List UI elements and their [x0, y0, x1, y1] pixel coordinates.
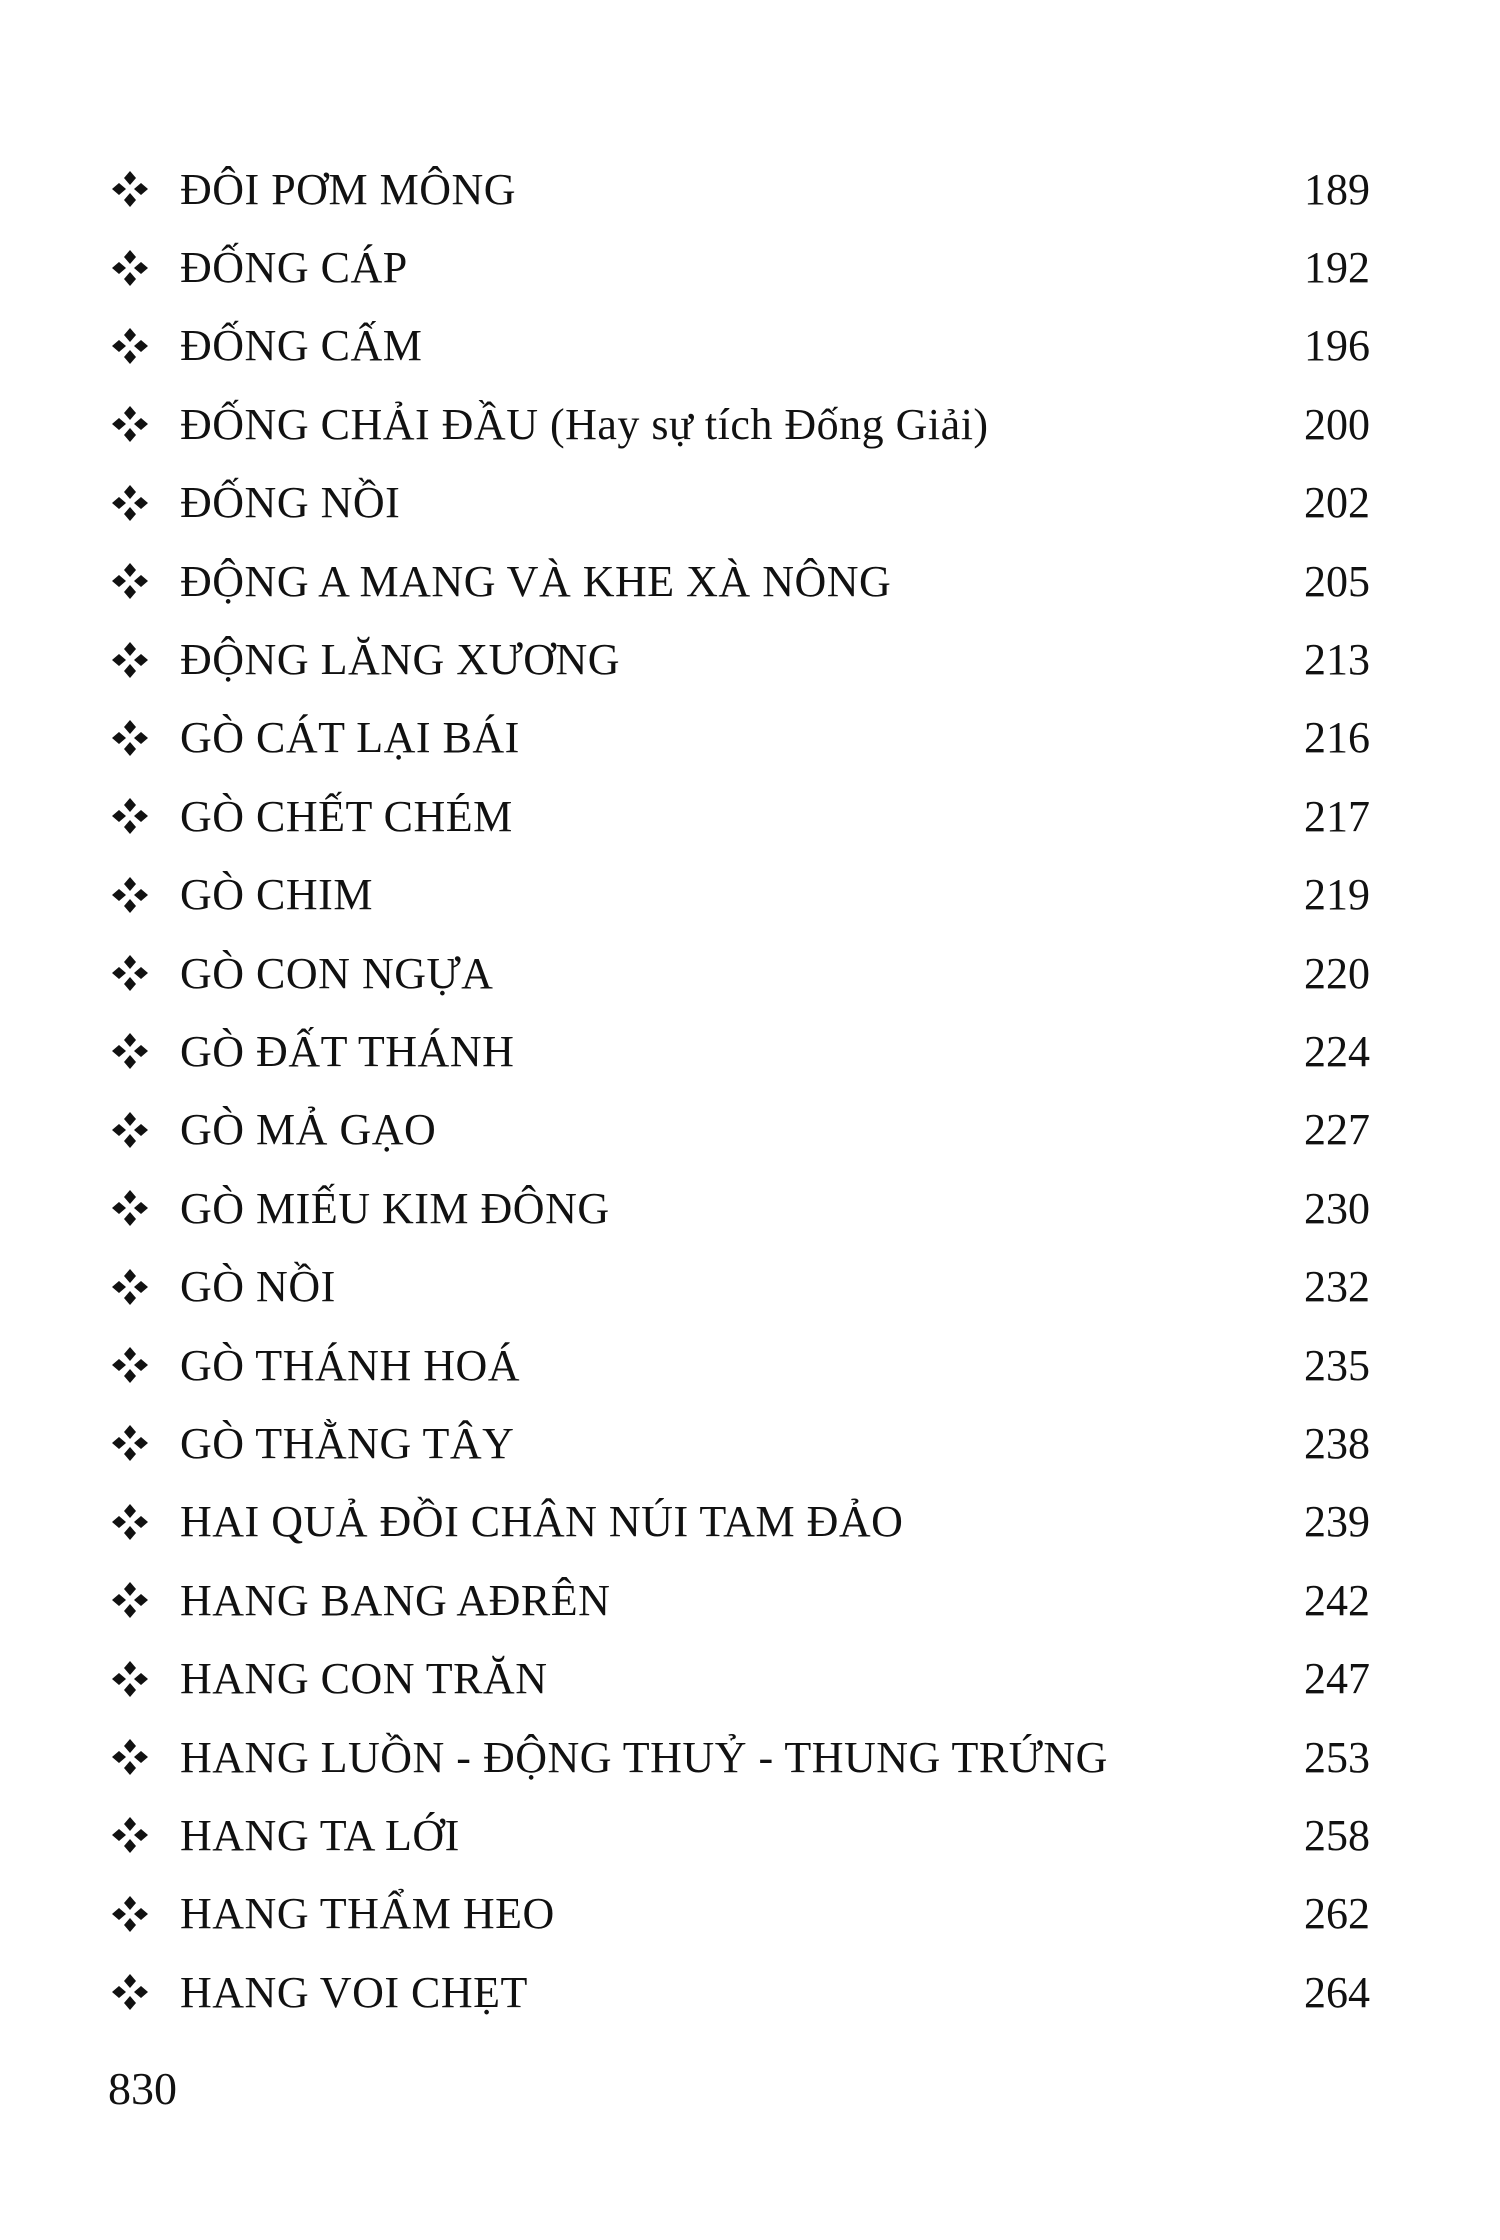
- four-diamond-bullet-icon: [110, 1110, 150, 1150]
- toc-entry: [110, 934, 1370, 1012]
- toc-entry-title: GÒ CON NGỰA: [180, 948, 494, 998]
- toc-entry-page: 200: [1304, 399, 1370, 449]
- toc-entry: [110, 1639, 1370, 1717]
- toc-entry-title: ĐỐNG CẤM: [180, 321, 423, 371]
- toc-entry-title: GÒ MIẾU KIM ĐÔNG: [180, 1183, 610, 1233]
- toc-entry: [110, 1875, 1370, 1953]
- four-diamond-bullet-icon: [110, 561, 150, 601]
- four-diamond-bullet-icon: [110, 483, 150, 523]
- toc-entry: [110, 1169, 1370, 1247]
- toc-entry-title: GÒ THÁNH HOÁ: [180, 1340, 521, 1390]
- toc-entry: [110, 1561, 1370, 1639]
- toc-entry-title: ĐỐNG NỒI: [180, 478, 401, 528]
- toc-entry: [110, 228, 1370, 306]
- toc-entry: [110, 1326, 1370, 1404]
- four-diamond-bullet-icon: [110, 326, 150, 366]
- four-diamond-bullet-icon: [110, 1423, 150, 1463]
- toc-entry-page: 242: [1304, 1575, 1370, 1625]
- four-diamond-bullet-icon: [110, 718, 150, 758]
- four-diamond-bullet-icon: [110, 169, 150, 209]
- toc-entry-title: HANG THẨM HEO: [180, 1889, 555, 1939]
- toc-entry-page: 192: [1304, 243, 1370, 293]
- toc-entry-title: ĐỘNG LĂNG XƯƠNG: [180, 635, 621, 685]
- toc-entry-title: HANG VOI CHẸT: [180, 1967, 528, 2017]
- toc-entry-page: 227: [1304, 1105, 1370, 1155]
- four-diamond-bullet-icon: [110, 1267, 150, 1307]
- toc-entry: [110, 1012, 1370, 1090]
- toc-entry-page: 258: [1304, 1810, 1370, 1860]
- four-diamond-bullet-icon: [110, 640, 150, 680]
- toc-entry: [110, 1796, 1370, 1874]
- toc-entry: [110, 777, 1370, 855]
- toc-entry: [110, 464, 1370, 542]
- toc-entry: [110, 1953, 1370, 2031]
- toc-entry-page: 220: [1304, 948, 1370, 998]
- toc-entry: [110, 620, 1370, 698]
- toc-entry-title: GÒ CHIM: [180, 870, 373, 920]
- toc-entry: [110, 1091, 1370, 1169]
- toc-entry-page: 205: [1304, 556, 1370, 606]
- four-diamond-bullet-icon: [110, 796, 150, 836]
- toc-entry-page: 232: [1304, 1262, 1370, 1312]
- four-diamond-bullet-icon: [110, 248, 150, 288]
- toc-entry-title: GÒ CHẾT CHÉM: [180, 791, 513, 841]
- four-diamond-bullet-icon: [110, 1031, 150, 1071]
- toc-entry-page: 196: [1304, 321, 1370, 371]
- toc-entry-page: 230: [1304, 1183, 1370, 1233]
- toc-entry-title: GÒ MẢ GẠO: [180, 1105, 437, 1155]
- toc-entry-page: 224: [1304, 1026, 1370, 1076]
- four-diamond-bullet-icon: [110, 404, 150, 444]
- four-diamond-bullet-icon: [110, 1345, 150, 1385]
- four-diamond-bullet-icon: [110, 1502, 150, 1542]
- toc-entry-title: ĐỘNG A MANG VÀ KHE XÀ NÔNG: [180, 556, 892, 606]
- toc-entry-title: GÒ NỒI: [180, 1262, 336, 1312]
- page-number: 830: [108, 2063, 177, 2114]
- toc-entry: [110, 150, 1370, 228]
- toc-entry-title: ĐỐNG CHẢI ĐẦU (Hay sự tích Đống Giải): [180, 399, 989, 449]
- toc-entry-page: 216: [1304, 713, 1370, 763]
- four-diamond-bullet-icon: [110, 953, 150, 993]
- four-diamond-bullet-icon: [110, 1737, 150, 1777]
- toc-entry: [110, 1718, 1370, 1796]
- toc-entry-page: 262: [1304, 1889, 1370, 1939]
- toc-entry-page: 235: [1304, 1340, 1370, 1390]
- toc-entry-page: 238: [1304, 1418, 1370, 1468]
- four-diamond-bullet-icon: [110, 1894, 150, 1934]
- toc-entry: [110, 385, 1370, 463]
- toc-entry-title: ĐÔI PƠM MÔNG: [180, 164, 517, 214]
- toc-entry-title: GÒ THẰNG TÂY: [180, 1418, 515, 1468]
- table-of-contents: [110, 150, 1370, 2031]
- toc-entry-title: GÒ ĐẤT THÁNH: [180, 1026, 515, 1076]
- four-diamond-bullet-icon: [110, 1972, 150, 2012]
- four-diamond-bullet-icon: [110, 1815, 150, 1855]
- toc-entry-page: 253: [1304, 1732, 1370, 1782]
- toc-entry-title: HANG BANG AĐRÊN: [180, 1575, 611, 1625]
- toc-entry-title: HANG CON TRĂN: [180, 1654, 548, 1704]
- toc-entry-page: 217: [1304, 791, 1370, 841]
- toc-entry: [110, 1483, 1370, 1561]
- toc-entry-page: 202: [1304, 478, 1370, 528]
- toc-entry: [110, 307, 1370, 385]
- toc-entry-page: 213: [1304, 635, 1370, 685]
- toc-entry-page: 264: [1304, 1967, 1370, 2017]
- toc-entry-title: HAI QUẢ ĐỒI CHÂN NÚI TAM ĐẢO: [180, 1497, 904, 1547]
- toc-entry-page: 239: [1304, 1497, 1370, 1547]
- toc-entry: [110, 699, 1370, 777]
- four-diamond-bullet-icon: [110, 1580, 150, 1620]
- toc-entry: [110, 542, 1370, 620]
- toc-entry-title: HANG TA LỚI: [180, 1810, 460, 1860]
- four-diamond-bullet-icon: [110, 1659, 150, 1699]
- toc-entry-title: ĐỐNG CÁP: [180, 243, 408, 293]
- toc-entry-page: 189: [1304, 164, 1370, 214]
- four-diamond-bullet-icon: [110, 875, 150, 915]
- toc-entry: [110, 1404, 1370, 1482]
- toc-entry-page: 247: [1304, 1654, 1370, 1704]
- four-diamond-bullet-icon: [110, 1188, 150, 1228]
- toc-entry: [110, 856, 1370, 934]
- toc-entry-title: HANG LUỒN - ĐỘNG THUỶ - THUNG TRỨNG: [180, 1732, 1108, 1782]
- toc-entry-title: GÒ CÁT LẠI BÁI: [180, 713, 520, 763]
- toc-entry: [110, 1247, 1370, 1325]
- toc-entry-page: 219: [1304, 870, 1370, 920]
